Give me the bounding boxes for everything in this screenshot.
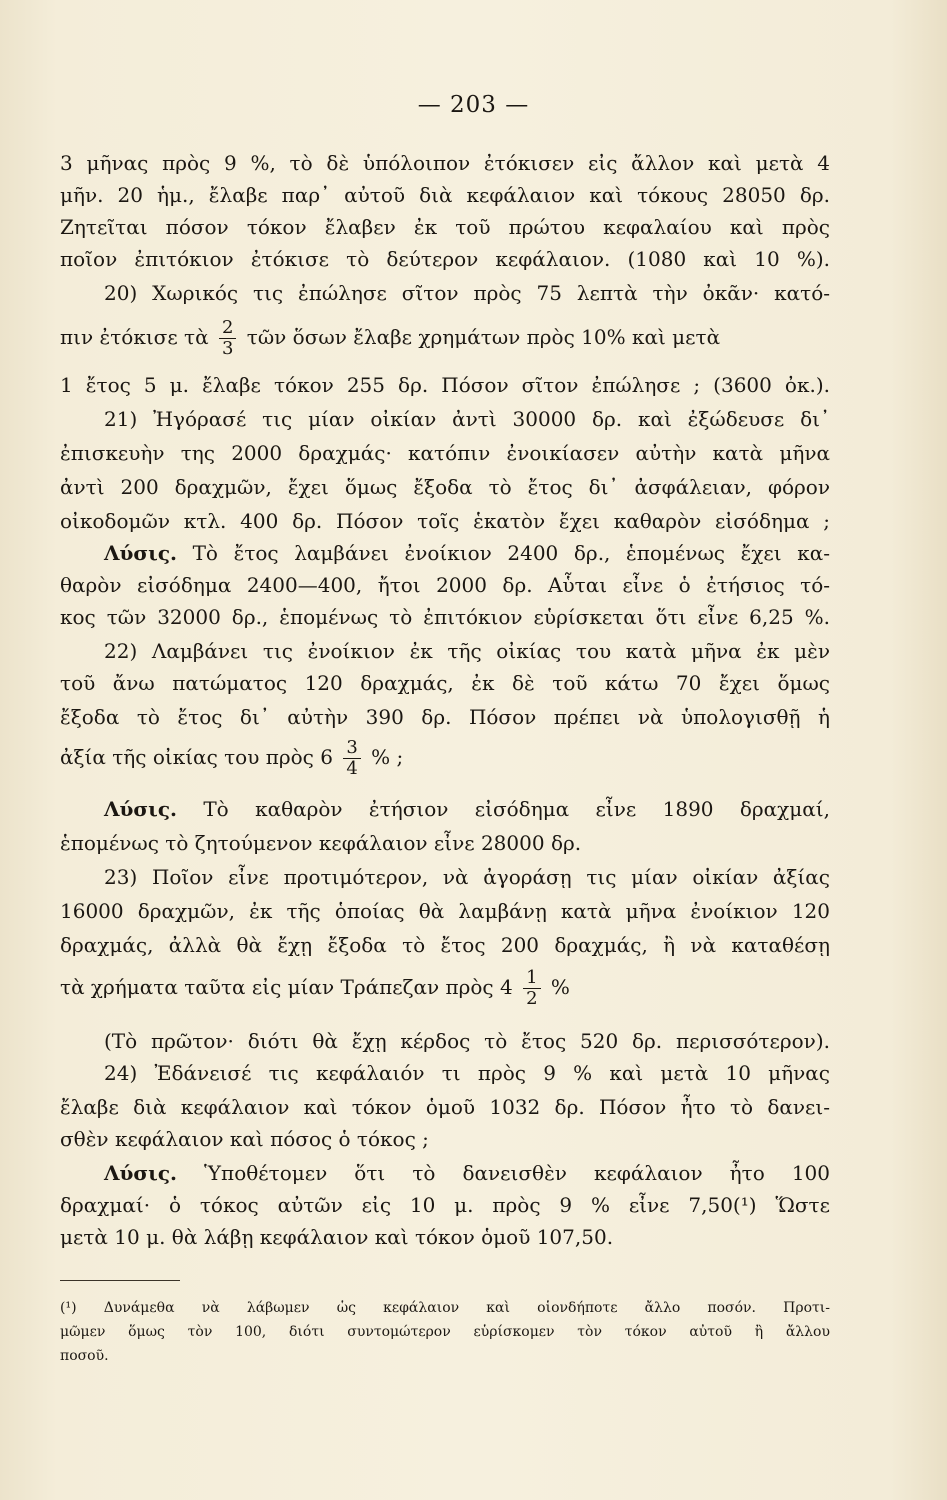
- fraction-numerator: 3: [343, 738, 360, 759]
- text-line-with-fraction: [60, 738, 830, 779]
- answer-line: (Τὸ πρῶτον· διότι θὰ ἔχῃ κέρδος τὸ ἔτος 520 δρ. περισσότερον).: [104, 1029, 830, 1053]
- text-line: 3 μῆνας πρὸς 9 %, τὸ δὲ ὑπόλοιπον ἐτόκισεν εἰς ἄλλον καὶ μετὰ 4: [60, 151, 830, 175]
- line-text: τῶν ὅσων ἔλαβε χρημάτων πρὸς 10% καὶ μετὰ: [246, 325, 721, 349]
- solution-label: Λύσις.: [104, 541, 177, 565]
- footnote-line: μῶμεν ὅμως τὸν 100, διότι συντομώτερον εὑρίσκομεν τὸν τόκον αὐτοῦ ἢ ἄλλου: [60, 1324, 830, 1340]
- text-line: ἐπισκευὴν της 2000 δραχμάς· κατόπιν ἐνοικίασεν αὐτὴν κατὰ μῆνα: [60, 441, 830, 465]
- line-text: ἀξία τῆς οἰκίας του πρὸς 6: [60, 745, 333, 769]
- line-text: Ὑποθέτομεν ὅτι τὸ δανεισθὲν κεφάλαιον ἦτο 100: [204, 1161, 830, 1185]
- line-text: %: [550, 975, 570, 999]
- text-line: ἔλαβε διὰ κεφάλαιον καὶ τόκον ὁμοῦ 1032 δρ. Πόσον ἦτο τὸ δανει-: [60, 1095, 830, 1119]
- text-line: δραχμαί· ὁ τόκος αὐτῶν εἰς 10 μ. πρὸς 9 % εἶνε 7,50(¹) Ὥστε: [60, 1193, 830, 1217]
- line-text: πιν ἐτόκισε τὰ: [60, 325, 209, 349]
- text-line: θαρὸν εἰσόδημα 2400—400, ἤτοι 2000 δρ. Αὗται εἶνε ὁ ἐτήσιος τό-: [60, 573, 830, 597]
- text-line: ἔξοδα τὸ ἔτος δι᾽ αὐτὴν 390 δρ. Πόσον πρέπει νὰ ὑπολογισθῇ ἡ: [60, 705, 830, 729]
- fraction-denominator: 3: [221, 338, 234, 359]
- footnote-rule: [60, 1280, 180, 1281]
- line-text: Τὸ καθαρὸν ἐτήσιον εἰσόδημα εἶνε 1890 δραχμαί,: [203, 797, 830, 821]
- text-line: κος τῶν 32000 δρ., ἑπομένως τὸ ἐπιτόκιον εὑρίσκεται ὅτι εἶνε 6,25 %.: [60, 605, 830, 629]
- problem-21-start: 21) Ἠγόρασέ τις μίαν οἰκίαν ἀντὶ 30000 δρ. καὶ ἐξώδευσε δι᾽: [104, 407, 830, 431]
- text-line: τοῦ ἄνω πατώματος 120 δραχμάς, ἐκ δὲ τοῦ κάτω 70 ἔχει ὅμως: [60, 671, 830, 695]
- text-line: δραχμάς, ἀλλὰ θὰ ἔχῃ ἔξοδα τὸ ἔτος 200 δραχμάς, ἢ νὰ καταθέσῃ: [60, 933, 830, 957]
- text-line: σθὲν κεφάλαιον καὶ πόσος ὁ τόκος ;: [60, 1127, 429, 1151]
- problem-23-start: 23) Ποῖον εἶνε προτιμότερον, νὰ ἀγοράσῃ τις μίαν οἰκίαν ἀξίας: [104, 865, 830, 889]
- text-line: οἰκοδομῶν κτλ. 400 δρ. Πόσον τοῖς ἑκατὸν ἔχει καθαρὸν εἰσόδημα ;: [60, 509, 830, 533]
- text-line: ποῖον ἐπιτόκιον ἐτόκισε τὸ δεύτερον κεφάλαιον. (1080 καὶ 10 %).: [60, 247, 830, 271]
- fraction-numerator: 1: [523, 968, 540, 989]
- fraction: [343, 738, 360, 779]
- solution-label: Λύσις.: [104, 1161, 177, 1185]
- fraction-denominator: 2: [526, 988, 538, 1009]
- fraction: [523, 968, 540, 1009]
- line-text: Τὸ ἔτος λαμβάνει ἐνοίκιον 2400 δρ., ἑπομένως ἔχει κα-: [192, 541, 831, 565]
- text-line: 1 ἔτος 5 μ. ἔλαβε τόκον 255 δρ. Πόσον σῖτον ἐπώλησε ; (3600 ὀκ.).: [60, 373, 830, 397]
- fraction-denominator: 4: [346, 758, 358, 779]
- solution-line: [60, 1158, 830, 1188]
- text-line: μῆν. 20 ἡμ., ἔλαβε παρ᾽ αὐτοῦ διὰ κεφάλαιον καὶ τόκους 28050 δρ.: [60, 183, 830, 207]
- page-number: — 203 —: [417, 92, 530, 118]
- problem-24-start: 24) Ἐδάνεισέ τις κεφάλαιόν τι πρὸς 9 % καὶ μετὰ 10 μῆνας: [104, 1061, 830, 1085]
- footnote-line: ποσοῦ.: [60, 1348, 109, 1364]
- fraction: [219, 318, 236, 359]
- fraction-numerator: 2: [219, 318, 236, 339]
- text-line-with-fraction: [60, 318, 830, 359]
- text-line: Ζητεῖται πόσον τόκον ἔλαβεν ἐκ τοῦ πρώτου κεφαλαίου καὶ πρὸς: [60, 215, 830, 239]
- line-text: % ;: [371, 745, 404, 769]
- problem-20-start: 20) Χωρικός τις ἐπώλησε σῖτον πρὸς 75 λεπτὰ τὴν ὀκᾶν· κατό-: [104, 281, 830, 305]
- footnote-line: (¹) Δυνάμεθα νὰ λάβωμεν ὡς κεφάλαιον καὶ οἱονδήποτε ἄλλο ποσόν. Προτι-: [60, 1300, 830, 1316]
- solution-line: [60, 794, 830, 824]
- solution-line: [60, 538, 830, 568]
- text-line-with-fraction: [60, 968, 830, 1009]
- line-text: τὰ χρήματα ταῦτα εἰς μίαν Τράπεζαν πρὸς 4: [60, 975, 513, 999]
- text-line: 16000 δραχμῶν, ἐκ τῆς ὁποίας θὰ λαμβάνῃ κατὰ μῆνα ἐνοίκιον 120: [60, 899, 830, 923]
- text-line: μετὰ 10 μ. θὰ λάβῃ κεφάλαιον καὶ τόκον ὁμοῦ 107,50.: [60, 1225, 614, 1249]
- text-line: ἀντὶ 200 δραχμῶν, ἔχει ὅμως ἔξοδα τὸ ἔτος δι᾽ ἀσφάλειαν, φόρον: [60, 475, 830, 499]
- problem-22-start: 22) Λαμβάνει τις ἐνοίκιον ἐκ τῆς οἰκίας του κατὰ μῆνα ἐκ μὲν: [104, 639, 830, 663]
- text-line: ἑπομένως τὸ ζητούμενον κεφάλαιον εἶνε 28000 δρ.: [60, 831, 582, 855]
- solution-label: Λύσις.: [104, 797, 177, 821]
